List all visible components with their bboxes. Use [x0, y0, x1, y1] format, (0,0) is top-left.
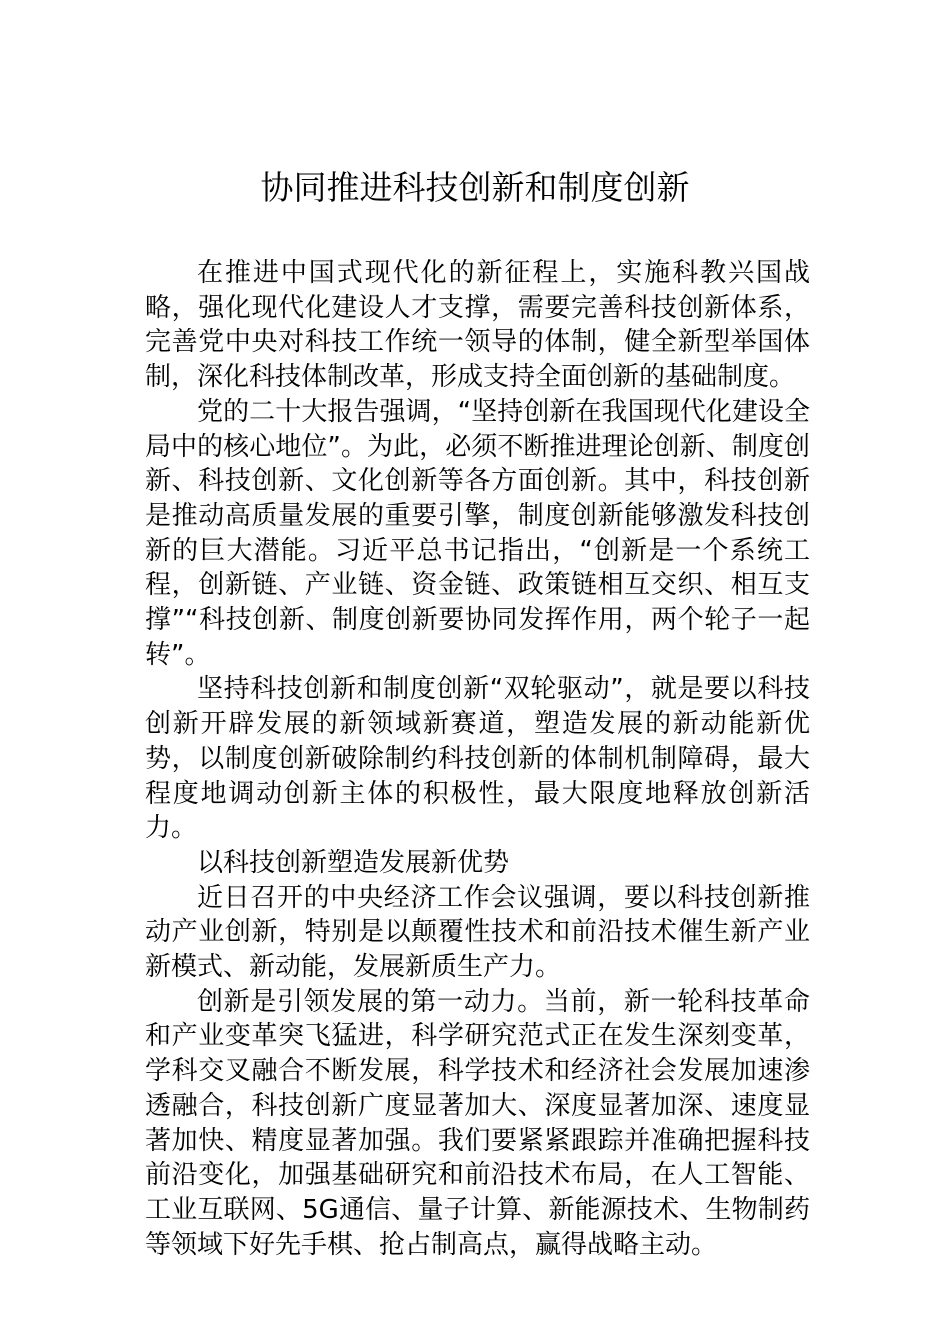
paragraph-2: 党的二十大报告强调，“坚持创新在我国现代化建设全局中的核心地位”。为此，必须不断推进理论创新、制度创新、科技创新、文化创新等各方面创新。其中，科技创新是推动高质量发展的重要引擎，制度创新能够激发科技创新的巨大潜能。习近平总书记指出，“创新是一个系统工程，创新链、产业链、资金链、政策链相互交织、相互支撑”“科技创新、制度创新要协同发挥作用，两个轮子一起转”。	[145, 396, 810, 670]
paragraph-4: 近日召开的中央经济工作会议强调，要以科技创新推动产业创新，特别是以颠覆性技术和前沿技术催生新产业新模式、新动能，发展新质生产力。	[145, 882, 810, 983]
paragraph-1: 在推进中国式现代化的新征程上，实施科教兴国战略，强化现代化建设人才支撑，需要完善科技创新体系，完善党中央对科技工作统一领导的体制，健全新型举国体制，深化科技体制改革，形成支持全面创新的基础制度。	[145, 258, 810, 393]
section-heading: 以科技创新塑造发展新优势	[197, 847, 510, 878]
document-title: 协同推进科技创新和制度创新	[260, 168, 690, 207]
document-body	[145, 256, 810, 1262]
paragraph-5: 创新是引领发展的第一动力。当前，新一轮科技革命和产业变革突飞猛进，科学研究范式正在发生深刻变革，学科交叉融合不断发展，科学技术和经济社会发展加速渗透融合，科技创新广度显著加大、深度显著加深、速度显著加快、精度显著加强。我们要紧紧跟踪并准确把握科技前沿变化，加强基础研究和前沿技术布局，在人工智能、工业互联网、5G通信、量子计算、新能源技术、生物制药等领域下好先手棋、抢占制高点，赢得战略主动。	[145, 986, 810, 1260]
paragraph-3: 坚持科技创新和制度创新“双轮驱动”，就是要以科技创新开辟发展的新领域新赛道，塑造发展的新动能新优势，以制度创新破除制约科技创新的体制机制障碍，最大程度地调动创新主体的积极性，最大限度地释放创新活力。	[145, 674, 810, 844]
